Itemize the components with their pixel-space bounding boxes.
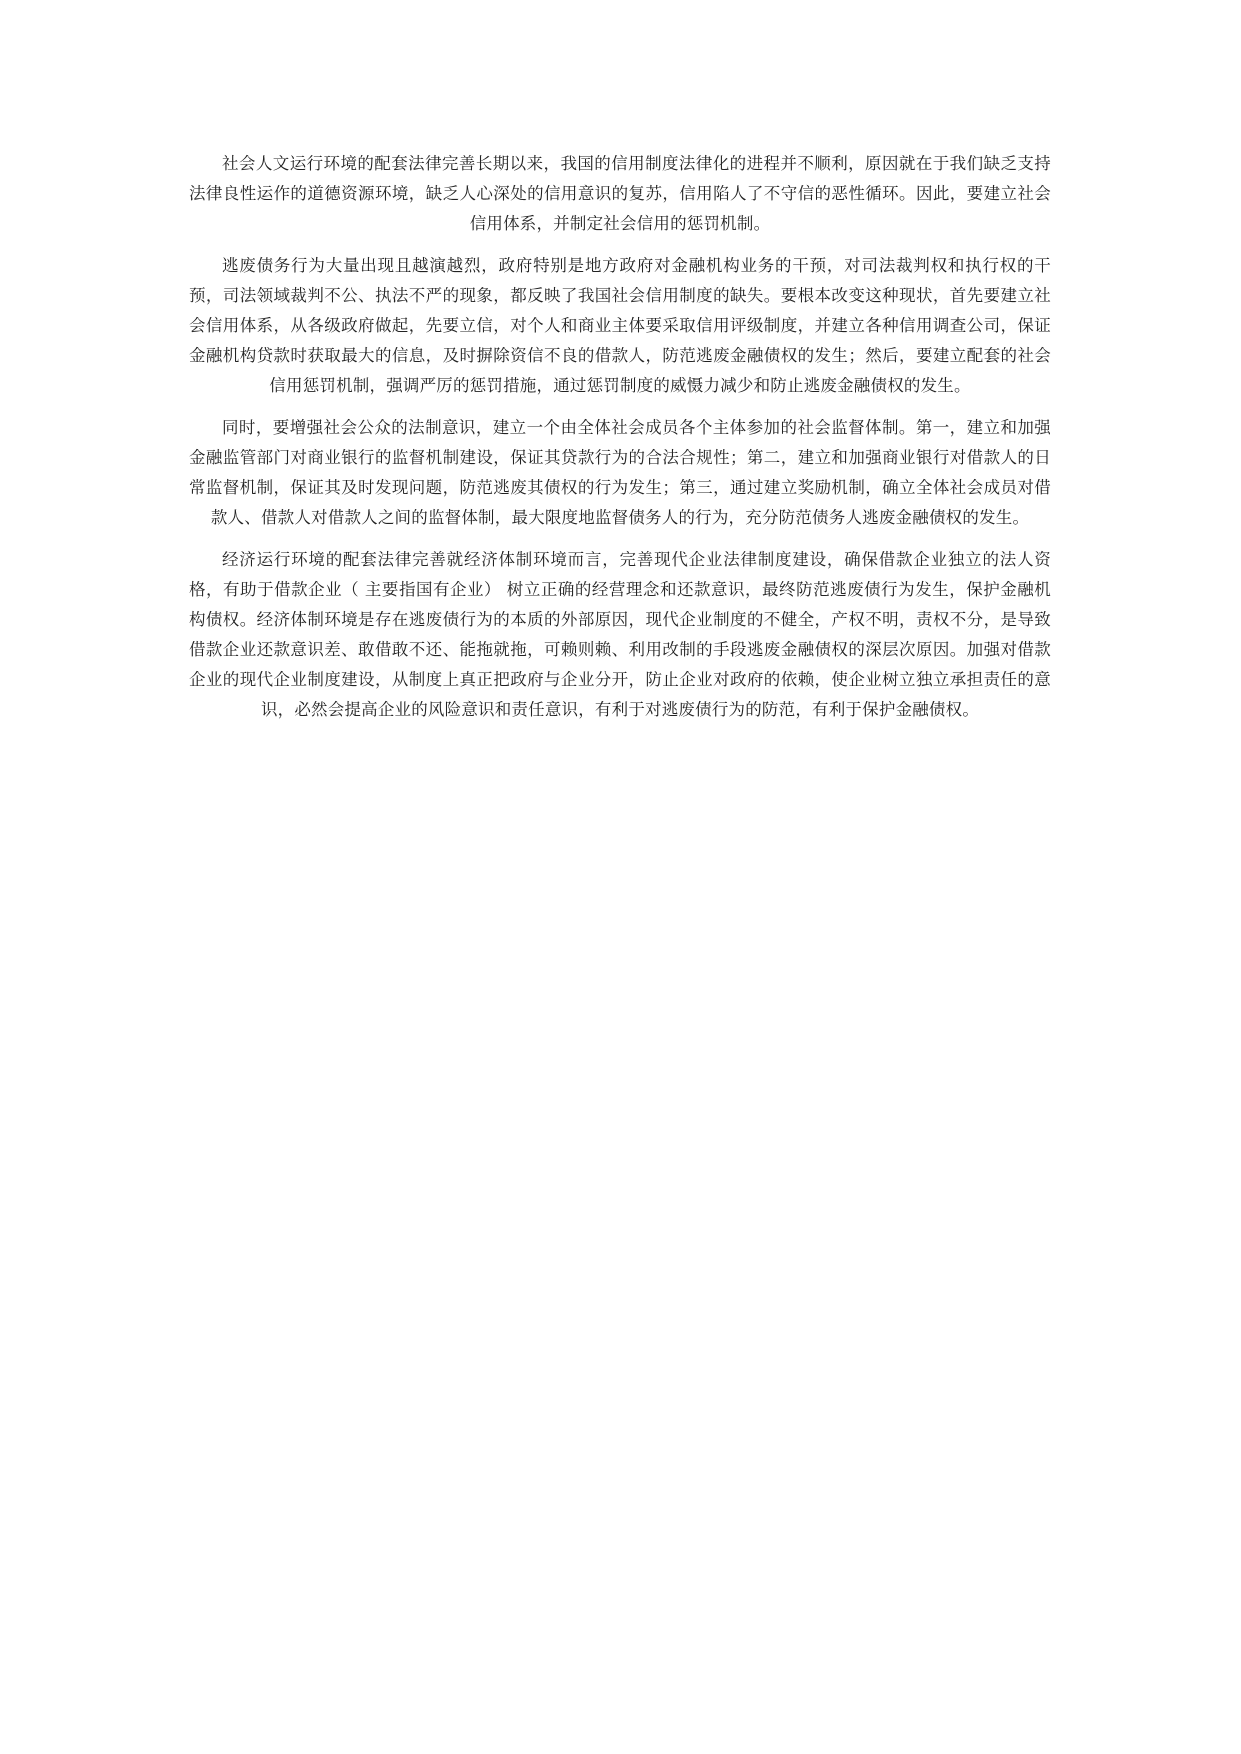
paragraph-2: 逃废债务行为大量出现且越演越烈，政府特别是地方政府对金融机构业务的干预，对司法裁判权和执行权的干预，司法领域裁判不公、执法不严的现象，都反映了我国社会信用制度的缺失。要根本改变这种现状，首先要建立社会信用体系，从各级政府做起，先要立信，对个人和商业主体要采取信用评级制度，并建立各种信用调查公司，保证金融机构贷款时获取最大的信息，及时摒除资信不良的借款人，防范逃废金融债权的发生；然后，要建立配套的社会信用惩罚机制，强调严厉的惩罚措施，通过惩罚制度的威慑力减少和防止逃废金融债权的发生。 bbox=[189, 256, 1051, 395]
paragraph-1: 社会人文运行环境的配套法律完善长期以来，我国的信用制度法律化的进程并不顺利，原因就在于我们缺乏支持法律良性运作的道德资源环境，缺乏人心深处的信用意识的复苏，信用陷人了不守信的恶性循环。因此，要建立社会信用体系，并制定社会信用的惩罚机制。 bbox=[189, 154, 1051, 233]
paragraph-3: 同时，要增强社会公众的法制意识，建立一个由全体社会成员各个主体参加的社会监督体制。第一，建立和加强金融监管部门对商业银行的监督机制建设，保证其贷款行为的合法合规性；第二，建立和加强商业银行对借款人的日常监督机制，保证其及时发现问题，防范逃废其债权的行为发生；第三，通过建立奖励机制，确立全体社会成员对借款人、借款人对借款人之间的监督体制，最大限度地监督债务人的行为，充分防范债务人逃废金融债权的发生。 bbox=[189, 418, 1051, 527]
document-page bbox=[189, 149, 1051, 737]
paragraph-4: 经济运行环境的配套法律完善就经济体制环境而言，完善现代企业法律制度建设，确保借款企业独立的法人资格，有助于借款企业（ 主要指国有企业） 树立正确的经营理念和还款意识，最终防范逃废债行为发生，保护金融机构债权。经济体制环境是存在逃废债行为的本质的外部原因，现代企业制度的不健全，产权不明，责权不分，是导致借款企业还款意识差、敢借敢不还、能拖就拖，可赖则赖、利用改制的手段逃废金融债权的深层次原因。加强对借款企业的现代企业制度建设，从制度上真正把政府与企业分开，防止企业对政府的依赖，使企业树立独立承担责任的意识，必然会提高企业的风险意识和责任意识，有利于对逃废债行为的防范，有利于保护金融债权。 bbox=[189, 550, 1051, 719]
